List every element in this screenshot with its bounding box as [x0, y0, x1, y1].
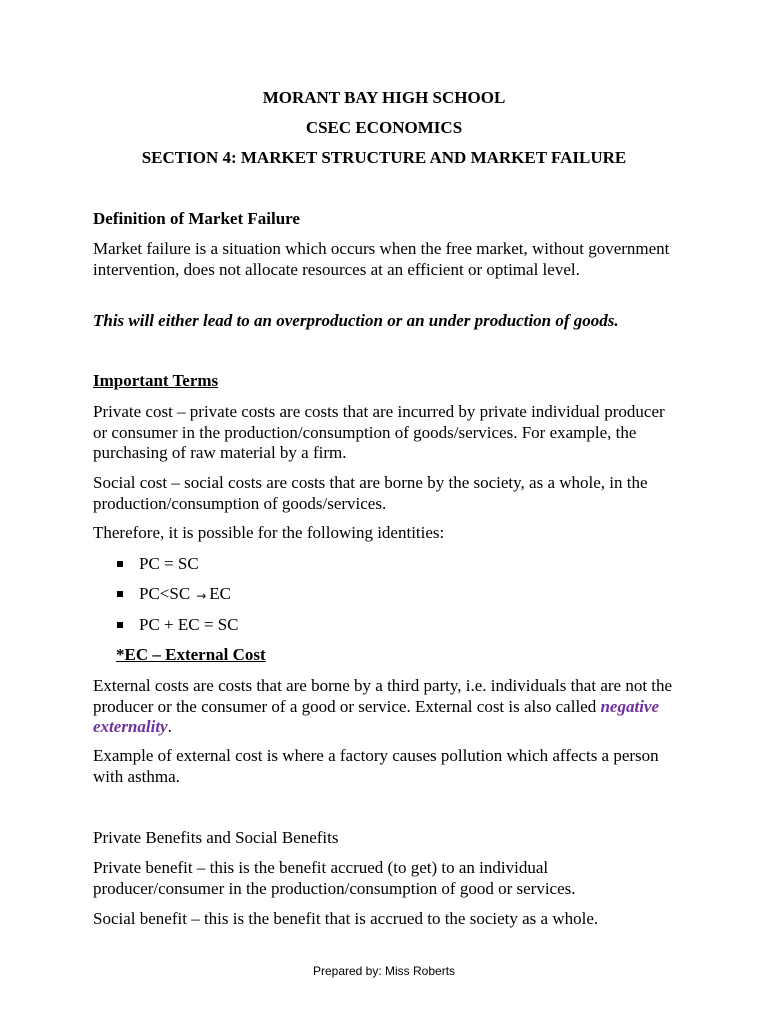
external-cost-label: *EC – External Cost: [116, 645, 266, 664]
identity-list-item: [117, 615, 239, 635]
private-benefit-paragraph: Private benefit – this is the benefit accrued (to get) to an individual producer/consumer in the production/consumption of good or services.: [93, 858, 576, 898]
private-cost-paragraph: Private cost – private costs are costs that are incurred by private individual producer or consumer in the production/consumption of goods/services. For example, the purchasing of raw material by a firm.: [93, 402, 665, 462]
definition-emphasis: This will either lead to an overproduction or an under production of goods.: [93, 311, 619, 330]
identity-text-right: EC: [209, 584, 231, 603]
definition-title: Definition of Market Failure: [93, 209, 300, 228]
page-footer: Prepared by: Miss Roberts: [312, 964, 456, 978]
external-cost-text-end: .: [167, 717, 172, 736]
identity-text-left: PC<SC: [139, 584, 191, 603]
external-cost-text: External costs are costs that are borne by a third party, i.e. individuals that are not the producer or the consumer of a good or service. External cost is also called: [93, 676, 673, 716]
social-cost-paragraph: Social cost – social costs are costs that are borne by the society, as a whole, in the production/consumption of goods/services.: [93, 473, 648, 513]
benefits-title: Private Benefits and Social Benefits: [93, 828, 339, 847]
identities-intro: Therefore, it is possible for the following identities:: [93, 523, 445, 542]
definition-paragraph: Market failure is a situation which occurs when the free market, without government intervention, does not allocate resources at an efficient or optimal level.: [93, 239, 670, 279]
school-name-heading: MORANT BAY HIGH SCHOOL: [262, 88, 506, 107]
subject-heading: CSEC ECONOMICS: [305, 118, 463, 137]
bullet-square-icon: [117, 591, 123, 597]
negative-externality-term: negative externality: [93, 696, 660, 736]
section-heading: SECTION 4: MARKET STRUCTURE AND MARKET FAILURE: [141, 148, 627, 167]
important-terms-title: Important Terms: [93, 371, 219, 390]
external-cost-example: Example of external cost is where a factory causes pollution which affects a person with asthma.: [93, 746, 659, 786]
bullet-square-icon: [117, 561, 123, 567]
right-arrow-icon: →: [196, 589, 207, 603]
identity-text: PC + EC = SC: [139, 615, 239, 634]
social-benefit-paragraph: Social benefit – this is the benefit that is accrued to the society as a whole.: [93, 909, 599, 928]
bullet-square-icon: [117, 622, 123, 628]
external-cost-paragraph: [93, 676, 678, 738]
identity-list-item: [117, 554, 199, 574]
identity-list-item: [117, 584, 231, 604]
identity-text: PC = SC: [139, 554, 199, 573]
